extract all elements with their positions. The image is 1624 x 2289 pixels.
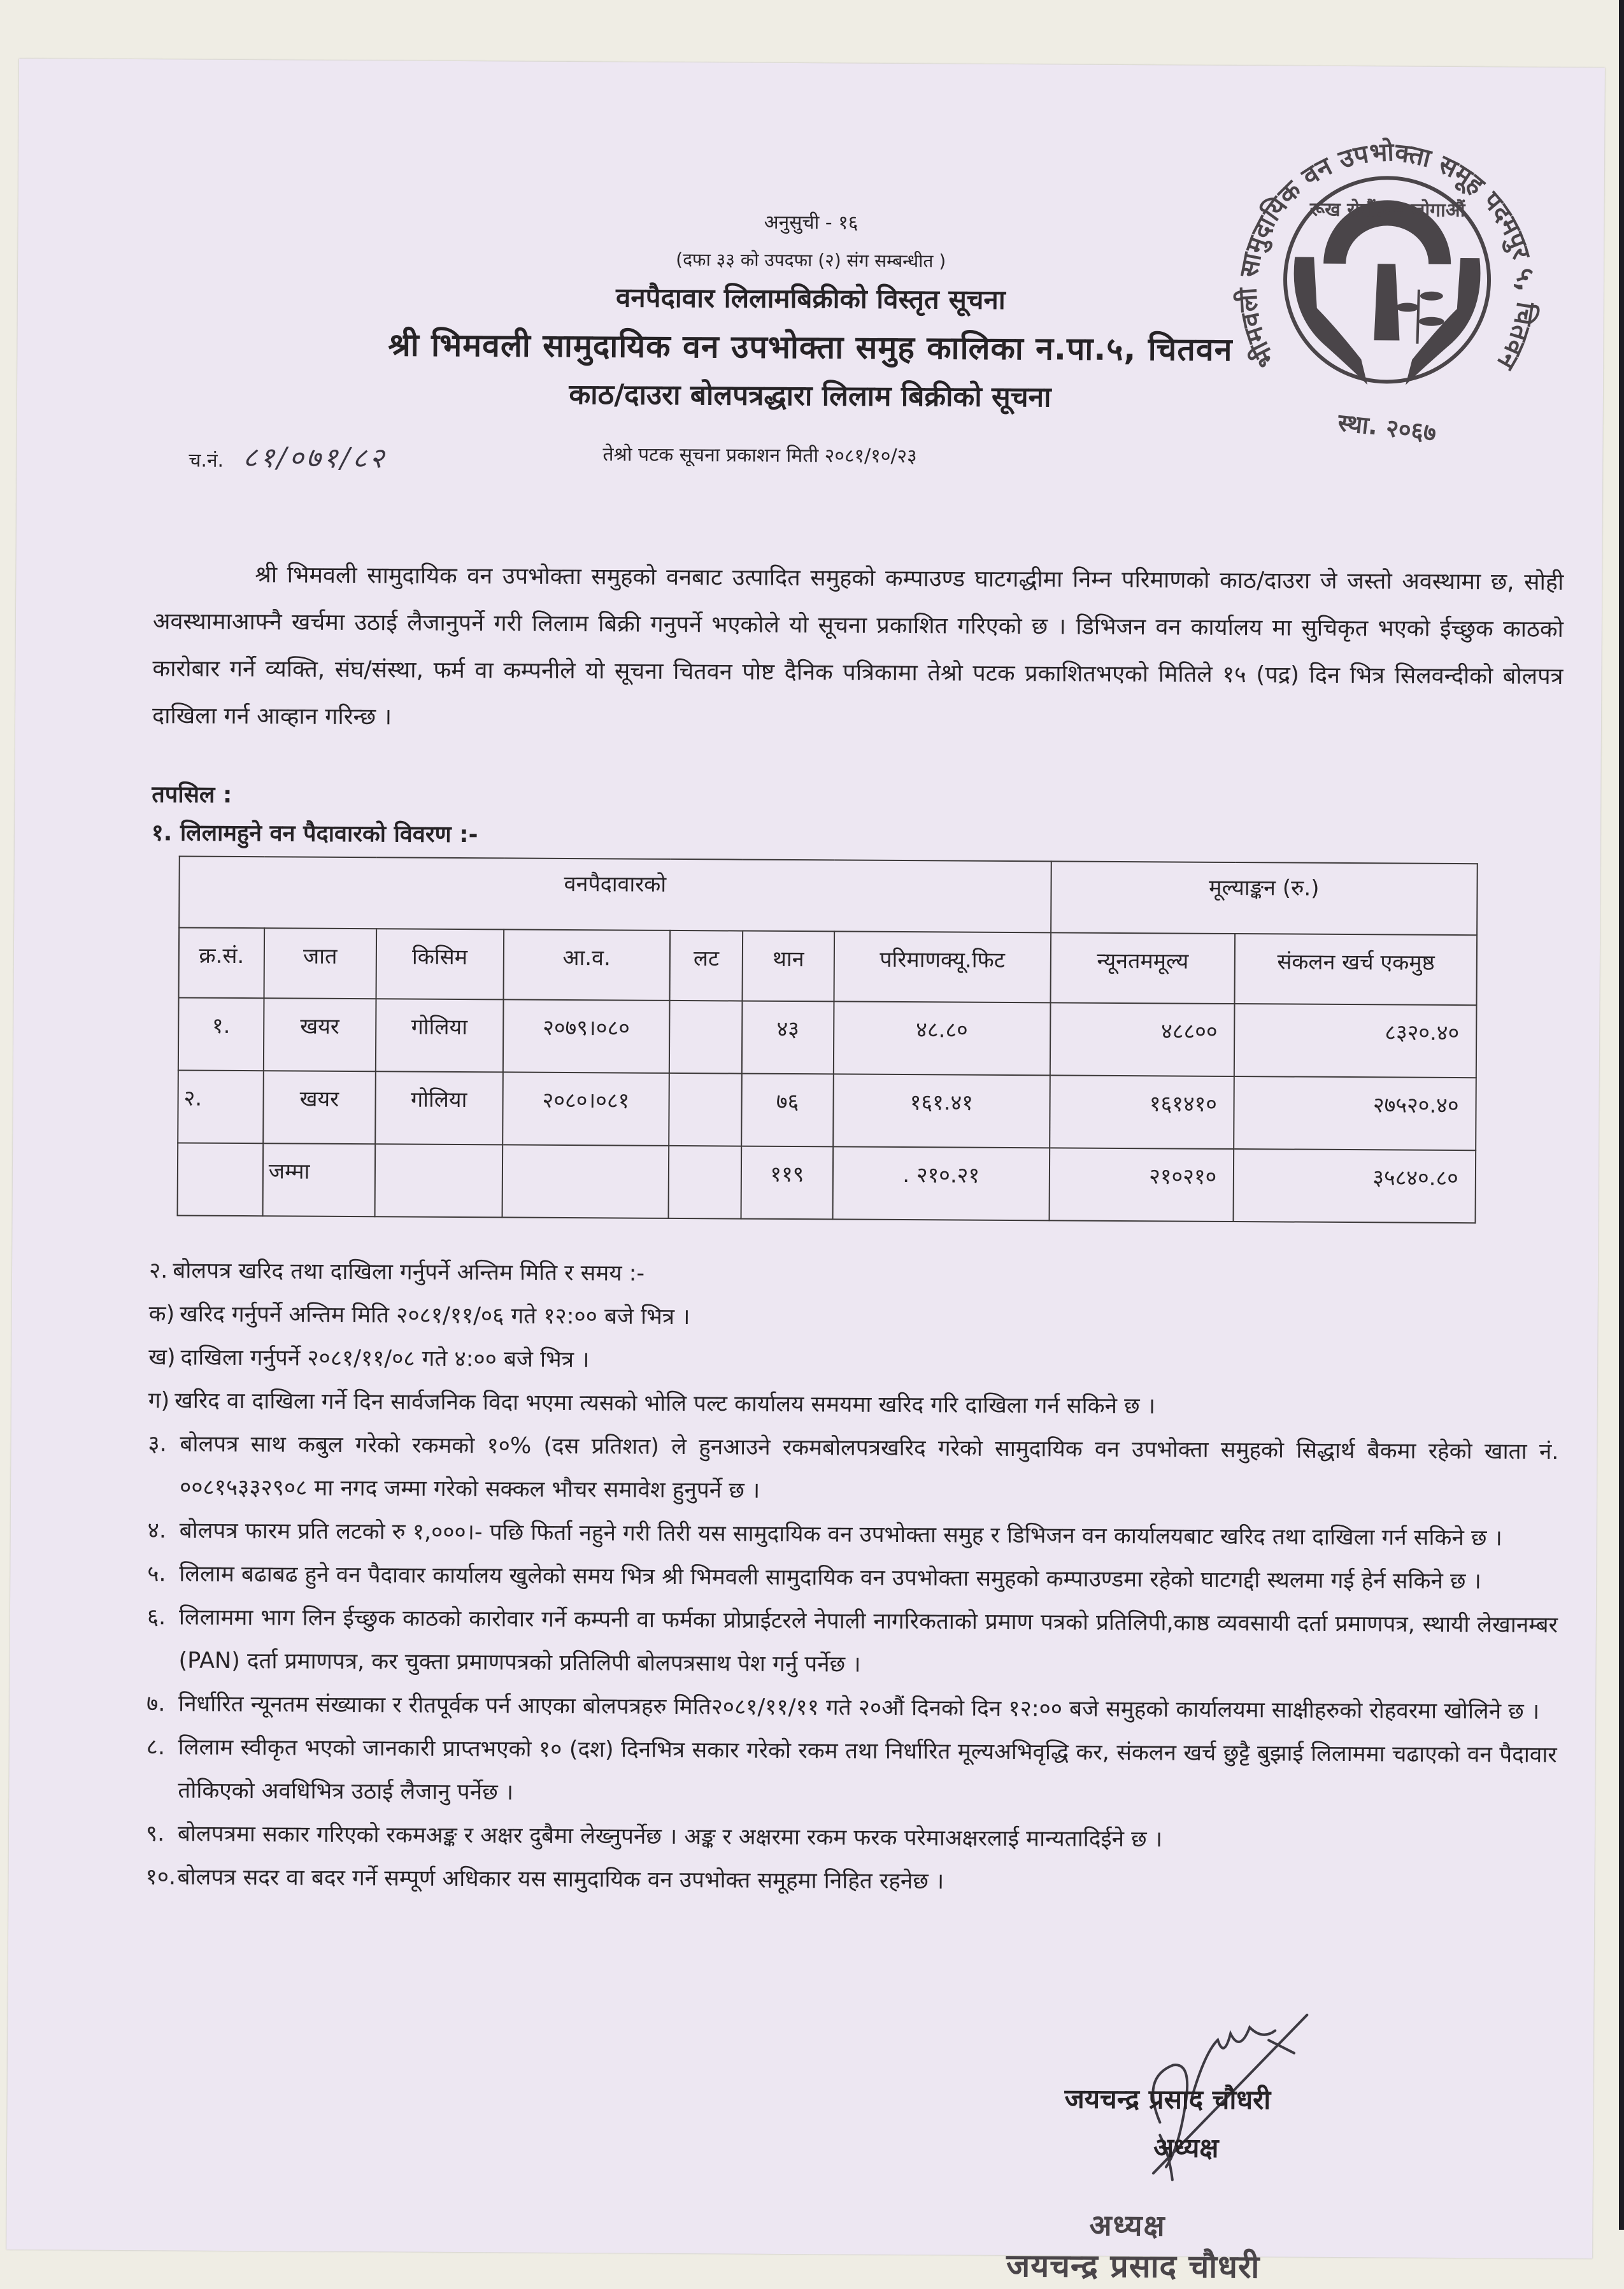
notice-main-title: वनपैदावार लिलामबिक्रीको विस्तृत सूचना <box>615 282 1006 315</box>
table-total-row <box>178 1143 1476 1223</box>
reference-number-handwritten: ८१/०७१/८२ <box>243 441 387 475</box>
organization-title: श्री भिमवली सामुदायिक वन उपभोक्ता समुह कालिका न.पा.५, चितवन <box>388 326 1233 368</box>
clause-number: ४. <box>147 1518 167 1544</box>
cell-fiscal-year: २०७९।०८० <box>502 999 669 1073</box>
clause-text: बोलपत्र खरिद तथा दाखिला गर्नुपर्ने अन्तिम मिति र समय :- <box>173 1258 645 1287</box>
column-header: थान <box>743 931 834 1002</box>
clause-text: बोलपत्रमा सकार गरिएको रकमअङ्क र अक्षर दुबैमा लेख्नुपर्नेछ । अङ्क र अक्षरमा रकम फरक परेमाअक्षरलाई मान्यतादिईने छ । <box>177 1821 1163 1853</box>
notice-page <box>6 59 1605 2286</box>
intro-paragraph: श्री भिमवली सामुदायिक वन उपभोक्ता समुहको वनबाट उत्पादित समुहको कम्पाउण्ड घाटगद्धीमा निम्न परिमाणको काठ/दाउरा जे जस्तो अवस्थामा छ, सोही अवस्थामाआफ्नै खर्चमा उठाई लैजानुपर्ने गरी लिलाम बिक्री गनुपर्ने भएकोले यो सूचना प्रकाशित गरिएको छ । डिभिजन वन कार्यालय मा सुचिकृत भएको ईच्छुक काठको कारोबार गर्ने व्यक्ति, संघ/संस्था, फर्म वा कम्पनीले यो सूचना चितवन पोष्ट दैनिक पत्रिकामा तेश्रो पटक प्रकाशितभएको मितिले १५ (पद्र) दिन भित्र सिलवन्दीको बोलपत्र दाखिला गर्न आव्हान गरिन्छ । <box>152 562 1564 731</box>
clause-item <box>146 1812 1556 1864</box>
clause-text: बोलपत्र फारम प्रति लटको रु १,०००।- पछि फिर्ता नहुने गरी तिरी यस सामुदायिक वन उपभोक्ता समुह र डिभिजन वन कार्यालयबाट खरिद तथा दाखिला गर्न सकिने छ । <box>179 1518 1503 1551</box>
clause-number: ७. <box>146 1691 166 1717</box>
clause-item <box>148 1336 1559 1387</box>
cell-min-price: ४८८०० <box>1050 1002 1234 1076</box>
column-header: लट <box>670 931 743 1001</box>
group-header-valuation: मूल्याङ्कन (रु.) <box>1051 861 1478 935</box>
cell-total-min-price: २१०२१० <box>1049 1148 1234 1222</box>
clause-text: लिलाम बढाबढ हुने वन पैदावार कार्यालय खुलेको समय भित्र श्री भिमवली सामुदायिक वन उपभोक्ता समुहको कम्पाउण्डमा रहेको घाटगद्दी स्थलमा गई हेर्न सकिने छ । <box>179 1561 1481 1595</box>
column-header: आ.व. <box>503 929 670 1001</box>
column-header: किसिम <box>376 929 503 999</box>
forest-product-table <box>177 855 1478 1223</box>
clause-text: खरिद गर्नुपर्ने अन्तिम मिति २०८१/११/०६ गते १२:०० बजे भित्र । <box>180 1301 690 1330</box>
publication-date: तेश्रो पटक सूचना प्रकाशन मिती २०८१/१०/२३ <box>602 443 917 468</box>
column-header: परिमाणक्यू.फिट <box>834 931 1050 1002</box>
chairperson-stamp-role: अध्यक्ष <box>1089 2207 1166 2243</box>
legal-reference: (दफा ३३ को उपदफा (२) संग सम्बन्धीत ) <box>676 248 946 272</box>
clause-item <box>148 1422 1559 1517</box>
cell-collection-cost: ८३२०.४० <box>1234 1004 1476 1078</box>
clause-item <box>147 1509 1558 1560</box>
cell-lot <box>669 1146 742 1219</box>
notice-subtitle: काठ/दाउरा बोलपत्रद्धारा लिलाम बिक्रीको सूचना <box>569 378 1051 414</box>
column-header: संकलन खर्च एकमुष्ठ <box>1235 934 1477 1005</box>
cell-pieces: ७६ <box>741 1074 833 1147</box>
table-row <box>178 1070 1476 1150</box>
conditions-list <box>145 1249 1560 1907</box>
column-header: न्यूनतममूल्य <box>1050 932 1235 1004</box>
cell-total-collection-cost: ३५८४०.८० <box>1234 1149 1476 1223</box>
clause-text: बोलपत्र सदर वा बदर गर्ने सम्पूर्ण अधिकार यस सामुदायिक वन उपभोक्त समूहमा निहित रहनेछ । <box>177 1864 944 1895</box>
cell-total-pieces: ११९ <box>741 1146 833 1220</box>
cell-species: खयर <box>263 1071 375 1144</box>
clause-number: ६. <box>146 1604 166 1630</box>
cell-type <box>374 1144 502 1217</box>
clause-number: ख) <box>148 1344 176 1371</box>
clause-text: खरिद वा दाखिला गर्ने दिन सार्वजनिक विदा भएमा त्यसको भोलि पल्ट कार्यालय समयमा खरिद गरि दाखिला गर्न सकिने छ । <box>175 1388 1156 1420</box>
cell-total-label: जम्मा <box>262 1143 374 1216</box>
clause-item <box>146 1682 1557 1734</box>
cell-type: गोलिया <box>375 1071 502 1144</box>
reference-number <box>189 437 387 476</box>
column-header: क्र.सं. <box>179 927 265 998</box>
cell-lot <box>669 1073 742 1146</box>
clause-number: २. <box>148 1258 168 1284</box>
table-row <box>178 997 1477 1078</box>
column-header: जात <box>264 928 376 999</box>
cell-serial: २. <box>178 1070 264 1143</box>
scanner-edge <box>1619 0 1624 2230</box>
signatory-name: जयचन्द्र प्रसाद चौधरी <box>1064 2083 1271 2116</box>
chairperson-stamp-name: जयचन्द्र प्रसाद चौधरी <box>1006 2246 1260 2286</box>
clause-number: ५. <box>147 1561 166 1587</box>
clause-item <box>146 1595 1558 1690</box>
clause-text: लिलाममा भाग लिन ईच्छुक काठको कारोवार गर्ने कम्पनी वा फर्मका प्रोप्राईटरले नेपाली नागरिकताको प्रमाण पत्रको प्रतिलिपी,काष्ठ व्यवसायी दर्ता प्रमाणपत्र, स्थायी लेखानम्बर (PAN) दर्ता प्रमाणपत्र, कर चुक्ता प्रमाणपत्रको प्रतिलिपी बोलपत्रसाथ पेश गर्नु पर्नेछ । <box>178 1604 1558 1678</box>
cell-volume: ४८.८० <box>834 1001 1050 1075</box>
details-label: तपसिल : <box>152 781 232 808</box>
clause-text: निर्धारित न्यूनतम संख्याका र रीतपूर्वक पर्न आएका बोलपत्रहरु मिति२०८१/११/११ गते २०औं दिनको दिन १२:०० बजे समुहको कार्यालयमा साक्षीहरुको रोहवरमा खोलिने छ । <box>178 1691 1540 1725</box>
clause-number: १०. <box>145 1864 176 1890</box>
clause-text: बोलपत्र साथ कबुल गरेको रकमको १०% (दस प्रतिशत) ले हुनआउने रकमबोलपत्रखरिद गरेको सामुदायिक वन उपभोक्ता समुहको सिद्धार्थ बैकमा रहेको खाता नं. ००८१५३३२९०८ मा नगद जम्मा गरेको सक्कल भौचर समावेश हुनुपर्ने छ । <box>179 1431 1559 1504</box>
clause-item <box>148 1292 1559 1344</box>
signatory-role: अध्यक्ष <box>1153 2132 1219 2164</box>
clause-number: ९. <box>145 1821 165 1847</box>
cell-type: गोलिया <box>376 999 503 1072</box>
reference-label: च.नं. <box>189 449 224 472</box>
clause-number: ३. <box>148 1431 167 1457</box>
cell-serial: १. <box>178 997 264 1071</box>
cell-fiscal-year <box>502 1144 669 1218</box>
section-1-title: १. लिलामहुने वन पैदावारको विवरण :- <box>151 820 478 848</box>
cell-total-volume: . २१०.२१ <box>832 1146 1049 1220</box>
clause-item <box>148 1379 1559 1430</box>
schedule-label: अनुसुची - १६ <box>764 211 858 234</box>
stamp-ring-text: भीमवली सामुदायिक वन उपभोक्ता समूह पदमपुर ५, चितवन <box>1233 138 1541 374</box>
clause-text: लिलाम स्वीकृत भएको जानकारी प्राप्तभएको १० (दश) दिनभित्र सकार गरेको रकम तथा निर्धारित मूल्यअभिवृद्धि कर, संकलन खर्च छुट्टै बुझाई लिलाममा चढाएको वन पैदावार तोकिएको अवधिभित्र उठाई लैजानु पर्नेछ । <box>178 1734 1557 1806</box>
cell-pieces: ४३ <box>742 1001 834 1074</box>
cell-volume: १६१.४१ <box>833 1074 1050 1148</box>
cell-collection-cost: २७५२०.४० <box>1234 1076 1476 1150</box>
auction-table <box>177 855 1478 1223</box>
stamp-established: स्था. २०६७ <box>1336 408 1438 447</box>
clause-number: क) <box>148 1301 175 1327</box>
clause-item <box>145 1855 1556 1907</box>
cell-serial <box>178 1143 264 1216</box>
clause-item <box>147 1552 1558 1604</box>
clause-number: ८. <box>146 1734 166 1760</box>
cell-fiscal-year: २०८०।०८१ <box>502 1072 669 1146</box>
cell-species: खयर <box>264 998 376 1071</box>
clause-text: दाखिला गर्नुपर्ने २०८१/११/०८ गते ४:०० बजे भित्र । <box>180 1344 590 1373</box>
cell-lot <box>669 1001 743 1074</box>
stamp-inner-text: रूख रोपौं.वन जोगाऔं <box>1309 198 1465 222</box>
clause-number: ग) <box>148 1388 170 1414</box>
cell-min-price: १६१४१० <box>1050 1075 1234 1149</box>
clause-item <box>149 1249 1560 1301</box>
group-header-forest-product: वनपैदावारको <box>179 856 1051 932</box>
clause-item <box>146 1725 1557 1820</box>
